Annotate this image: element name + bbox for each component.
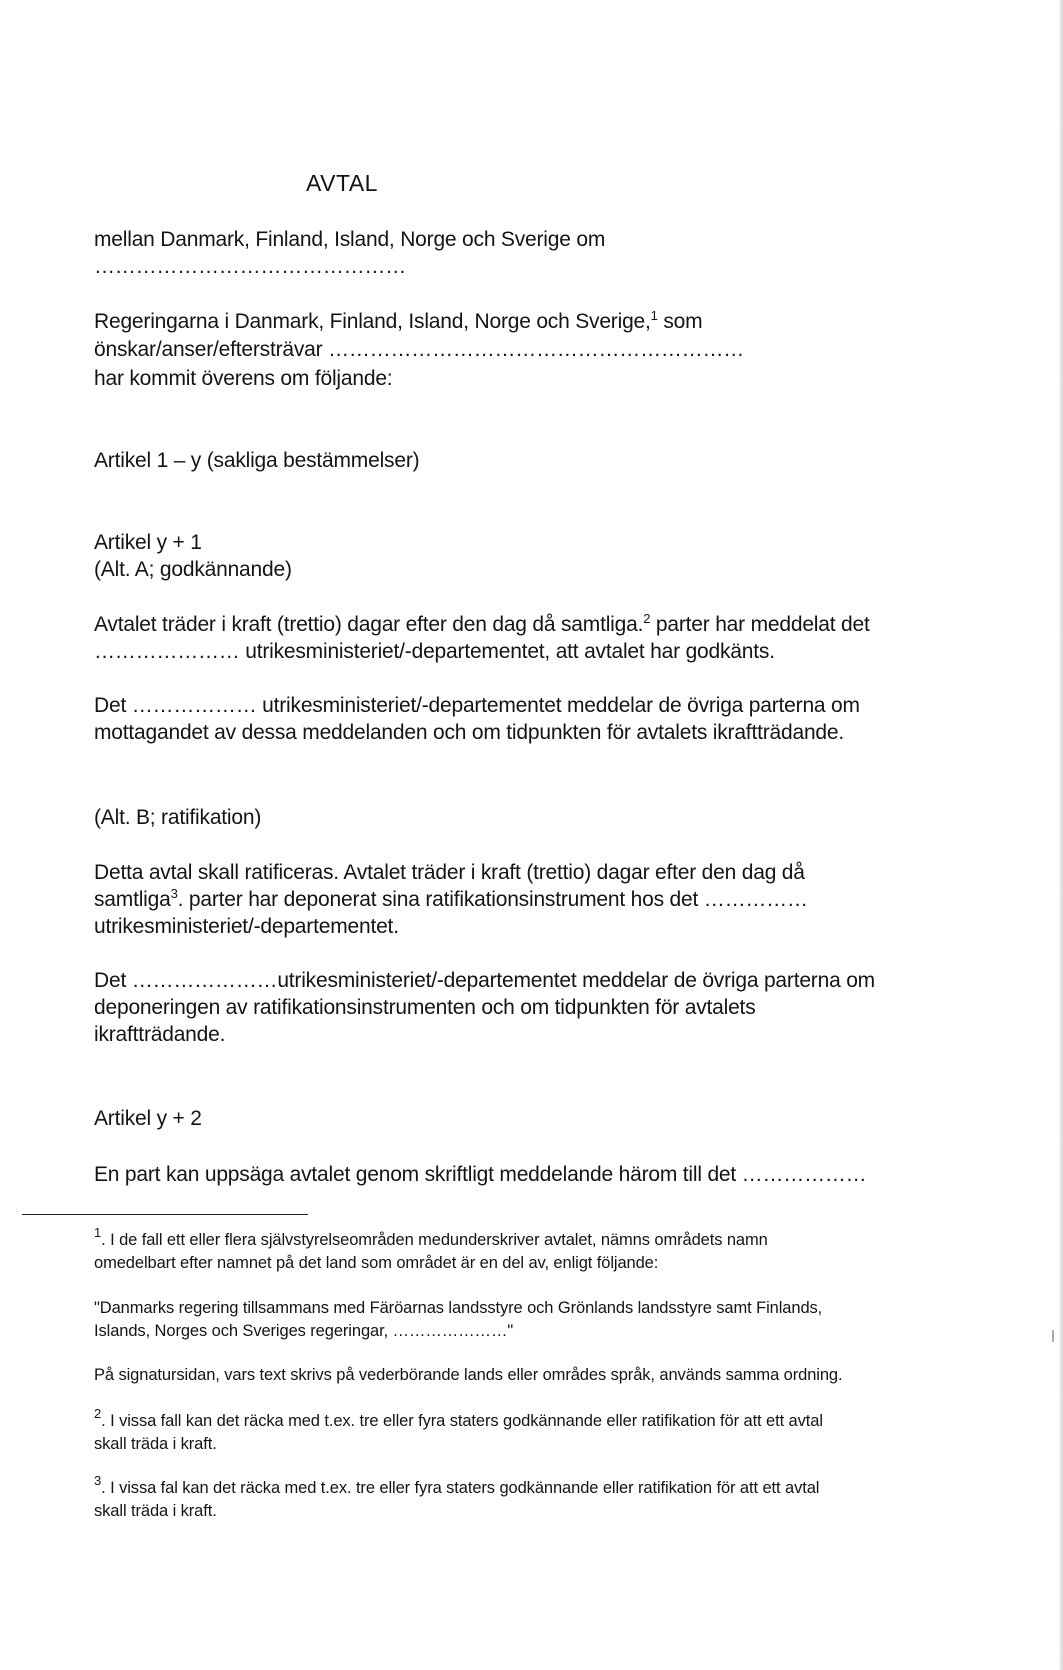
footnote-ref-2: 2 <box>643 611 651 626</box>
article-y2-paragraph: En part kan uppsäga avtalet genom skriftligt meddelande härom till det ……………… <box>94 1163 867 1186</box>
footnote-2-mark: 2 <box>94 1406 102 1421</box>
article-y1-heading: Artikel y + 1 <box>94 531 202 554</box>
article-y2-heading: Artikel y + 2 <box>94 1107 202 1130</box>
footnote-1-mark: 1 <box>94 1225 102 1240</box>
alt-b-text-tail: . parter har deponerat sina ratifikationsinstrument hos det …………… <box>177 888 808 911</box>
preamble-text: Regeringarna i Danmark, Finland, Island, Norge och Sverige, <box>94 310 651 333</box>
footnote-1-quote-line-2: Islands, Norges och Sveriges regeringar, …………………" <box>94 1322 514 1340</box>
intro-dots: ……………………………………… <box>94 255 407 278</box>
footnote-1-quote-line-1: "Danmarks regering tillsammans med Färöarnas landsstyre och Grönlands landsstyre samt Finlands, <box>94 1299 823 1317</box>
alt-b-paragraph-2-line-1: Det …………………utrikesministeriet/-departementet meddelar de övriga parterna om <box>94 969 875 992</box>
alt-b-paragraph-2-line-3: ikraftträdande. <box>94 1023 226 1046</box>
preamble-line-2: önskar/anser/eftersträvar …………………………………………………… <box>94 338 745 361</box>
footnote-3-text: . I vissa fal kan det räcka med t.ex. tre eller fyra staters godkännande eller ratifikation för att ett avtal <box>101 1479 820 1497</box>
footnote-separator <box>22 1214 308 1215</box>
footnote-1-line-1 <box>94 1225 768 1251</box>
footnote-3-line-1 <box>94 1473 820 1499</box>
preamble-line-3: har kommit överens om följande: <box>94 367 393 390</box>
alt-b-text: samtliga <box>94 888 171 911</box>
article-1-y-heading: Artikel 1 – y (sakliga bestämmelser) <box>94 449 420 472</box>
footnote-1-note: På signatursidan, vars text skrivs på vederbörande lands eller områdes språk, används samma ordning. <box>94 1366 843 1384</box>
document-title: AVTAL <box>306 170 378 196</box>
alt-b-paragraph-1-line-1: Detta avtal skall ratificeras. Avtalet träder i kraft (trettio) dagar efter den dag då <box>94 861 805 884</box>
alt-b-heading: (Alt. B; ratifikation) <box>94 806 262 829</box>
alt-a-paragraph-1-line-2: ………………… utrikesministeriet/-departementet, att avtalet har godkänts. <box>94 640 775 663</box>
footnote-1-text: . I de fall ett eller flera självstyrelseområden medunderskriver avtalet, nämns områdets namn <box>101 1231 768 1249</box>
alt-a-text-tail: parter har meddelat det <box>655 613 870 636</box>
alt-b-paragraph-2-line-2: deponeringen av ratifikationsinstrumenten och om tidpunkten för avtalets <box>94 996 756 1019</box>
alt-a-text: Avtalet träder i kraft (trettio) dagar efter den dag då samtliga. <box>94 613 644 636</box>
footnote-3-mark: 3 <box>94 1473 102 1488</box>
preamble-text-tail: som <box>663 310 703 333</box>
footnote-2-line-2: skall träda i kraft. <box>94 1435 217 1453</box>
alt-a-paragraph-2-line-1: Det ……………… utrikesministeriet/-departementet meddelar de övriga parterna om <box>94 694 860 717</box>
alt-a-paragraph-1-line-1 <box>94 612 870 638</box>
footnote-ref-3: 3 <box>170 886 178 901</box>
footnote-ref-1: 1 <box>650 308 658 323</box>
footnote-2-text: . I vissa fall kan det räcka med t.ex. tre eller fyra staters godkännande eller ratifikation för att ett avtal <box>101 1412 823 1430</box>
alt-a-heading: (Alt. A; godkännande) <box>94 558 292 581</box>
alt-a-paragraph-2-line-2: mottagandet av dessa meddelanden och om tidpunkten för avtalets ikraftträdande. <box>94 721 845 744</box>
footnote-2-line-1 <box>94 1406 823 1432</box>
footnote-1-line-2: omedelbart efter namnet på det land som området är en del av, enligt följande: <box>94 1254 659 1272</box>
footnote-3-line-2: skall träda i kraft. <box>94 1502 217 1520</box>
scan-edge-shadow <box>1059 0 1063 1670</box>
scan-speck <box>1052 1330 1054 1342</box>
preamble-line-1 <box>94 309 702 335</box>
intro-line: mellan Danmark, Finland, Island, Norge och Sverige om <box>94 228 606 251</box>
alt-b-paragraph-1-line-2 <box>94 887 808 913</box>
alt-b-paragraph-1-line-3: utrikesministeriet/-departementet. <box>94 915 399 938</box>
